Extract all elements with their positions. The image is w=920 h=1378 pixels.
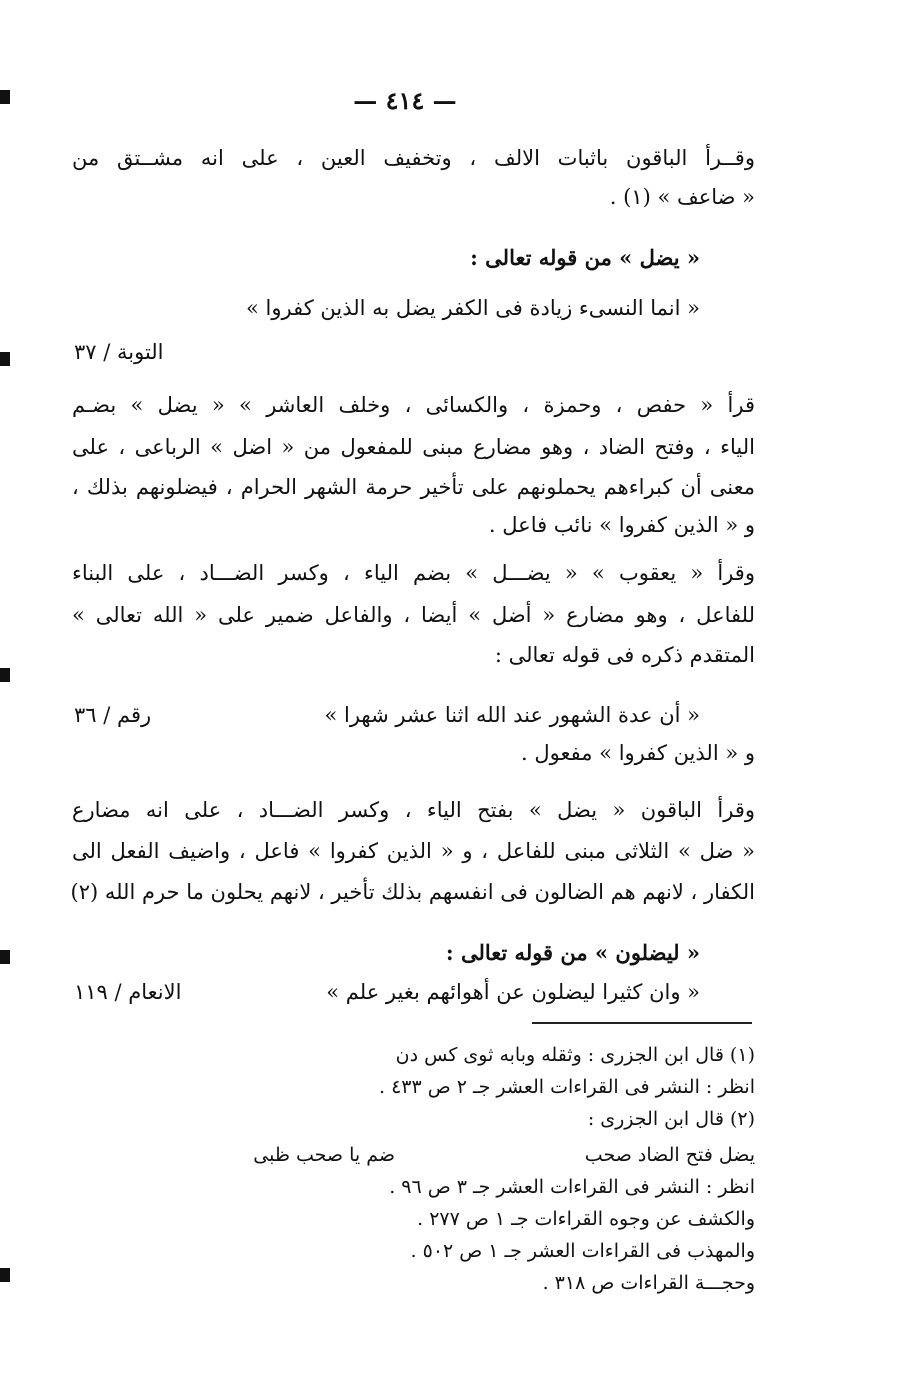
poem-hemistich: ضم يا صحب ظبى — [253, 1144, 395, 1166]
body-line: وقــرأ الباقون باثبات الالف ، وتخفيف العين ، على انه مشــتق من — [72, 146, 755, 170]
scan-edge-mark — [0, 352, 10, 366]
verse-quote: « أن عدة الشهور عند الله اثنا عشر شهرا » — [324, 703, 700, 727]
poem-hemistich: يضل فتح الضاد صحب — [584, 1144, 755, 1166]
scan-edge-mark — [0, 950, 10, 964]
body-line: وقرأ « يعقوب » « يضـــل » بضم الياء ، وكسر الضـــاد ، على البناء — [72, 561, 755, 585]
verse-reference: الانعام / ١١٩ — [74, 980, 182, 1004]
body-line: معنى أن كبراءهم يحملونهم على تأخير حرمة الشهر الحرام ، فيضلونهم بذلك ، — [72, 475, 755, 499]
body-line: و « الذين كفروا » مفعول . — [521, 741, 755, 765]
body-line: الكفار ، لانهم هم الضالون فى انفسهم بذلك تأخير ، لانهم يحلون ما حرم الله (٢) — [70, 880, 755, 904]
body-line: الياء ، وفتح الضاد ، وهو مضارع مبنى للمفعول من « اضل » الرباعى ، على — [72, 435, 755, 459]
scan-edge-mark — [0, 1268, 10, 1282]
footnote-line: انظر : النشر فى القراءات العشر جـ ٣ ص ٩٦ . — [389, 1176, 755, 1198]
footnote-line: وحجـــة القراءات ص ٣١٨ . — [542, 1272, 755, 1294]
footnote-line: انظر : النشر فى القراءات العشر جـ ٢ ص ٤٣٣ . — [379, 1076, 755, 1098]
verse-quote: « انما النسىء زيادة فى الكفر يضل به الذين كفروا » — [245, 296, 700, 320]
scan-edge-mark — [0, 668, 10, 682]
body-line: قرأ « حفص ، وحمزة ، والكسائى ، وخلف العاشر » « يضل » بضـم — [72, 393, 755, 417]
body-line: و « الذين كفروا » نائب فاعل . — [488, 513, 755, 537]
footnote-line: والكشف عن وجوه القراءات جـ ١ ص ٢٧٧ . — [417, 1208, 755, 1230]
body-line: للفاعل ، وهو مضارع « أضل » أيضا ، والفاعل ضمير على « الله تعالى » — [72, 603, 755, 627]
verse-reference: التوبة / ٣٧ — [74, 340, 164, 364]
verse-quote: « وان كثيرا ليضلون عن أهوائهم بغير علم » — [326, 980, 700, 1004]
footnote-line: (١) قال ابن الجزرى : وثقله وبابه ثوى كس دن — [395, 1044, 755, 1066]
verse-heading: « يضل » من قوله تعالى : — [470, 245, 700, 270]
body-line: المتقدم ذكره فى قوله تعالى : — [494, 643, 755, 667]
verse-reference: رقم / ٣٦ — [74, 703, 152, 727]
footnote-line: والمهذب فى القراءات العشر جـ ١ ص ٥٠٢ . — [410, 1240, 755, 1262]
body-line: وقرأ الباقون « يضل » بفتح الياء ، وكسر الضـــاد ، على انه مضارع — [72, 798, 755, 822]
verse-heading: « ليضلون » من قوله تعالى : — [445, 940, 700, 965]
scan-edge-mark — [0, 90, 10, 104]
footnote-divider — [532, 1022, 752, 1024]
body-line: « ضل » الثلاثى مبنى للفاعل ، و « الذين كفروا » فاعل ، واضيف الفعل الى — [72, 839, 755, 863]
footnote-line: (٢) قال ابن الجزرى : — [587, 1108, 755, 1130]
page-number: — ٤١٤ — — [353, 86, 457, 115]
body-line: « ضاعف » (١) . — [609, 185, 755, 209]
